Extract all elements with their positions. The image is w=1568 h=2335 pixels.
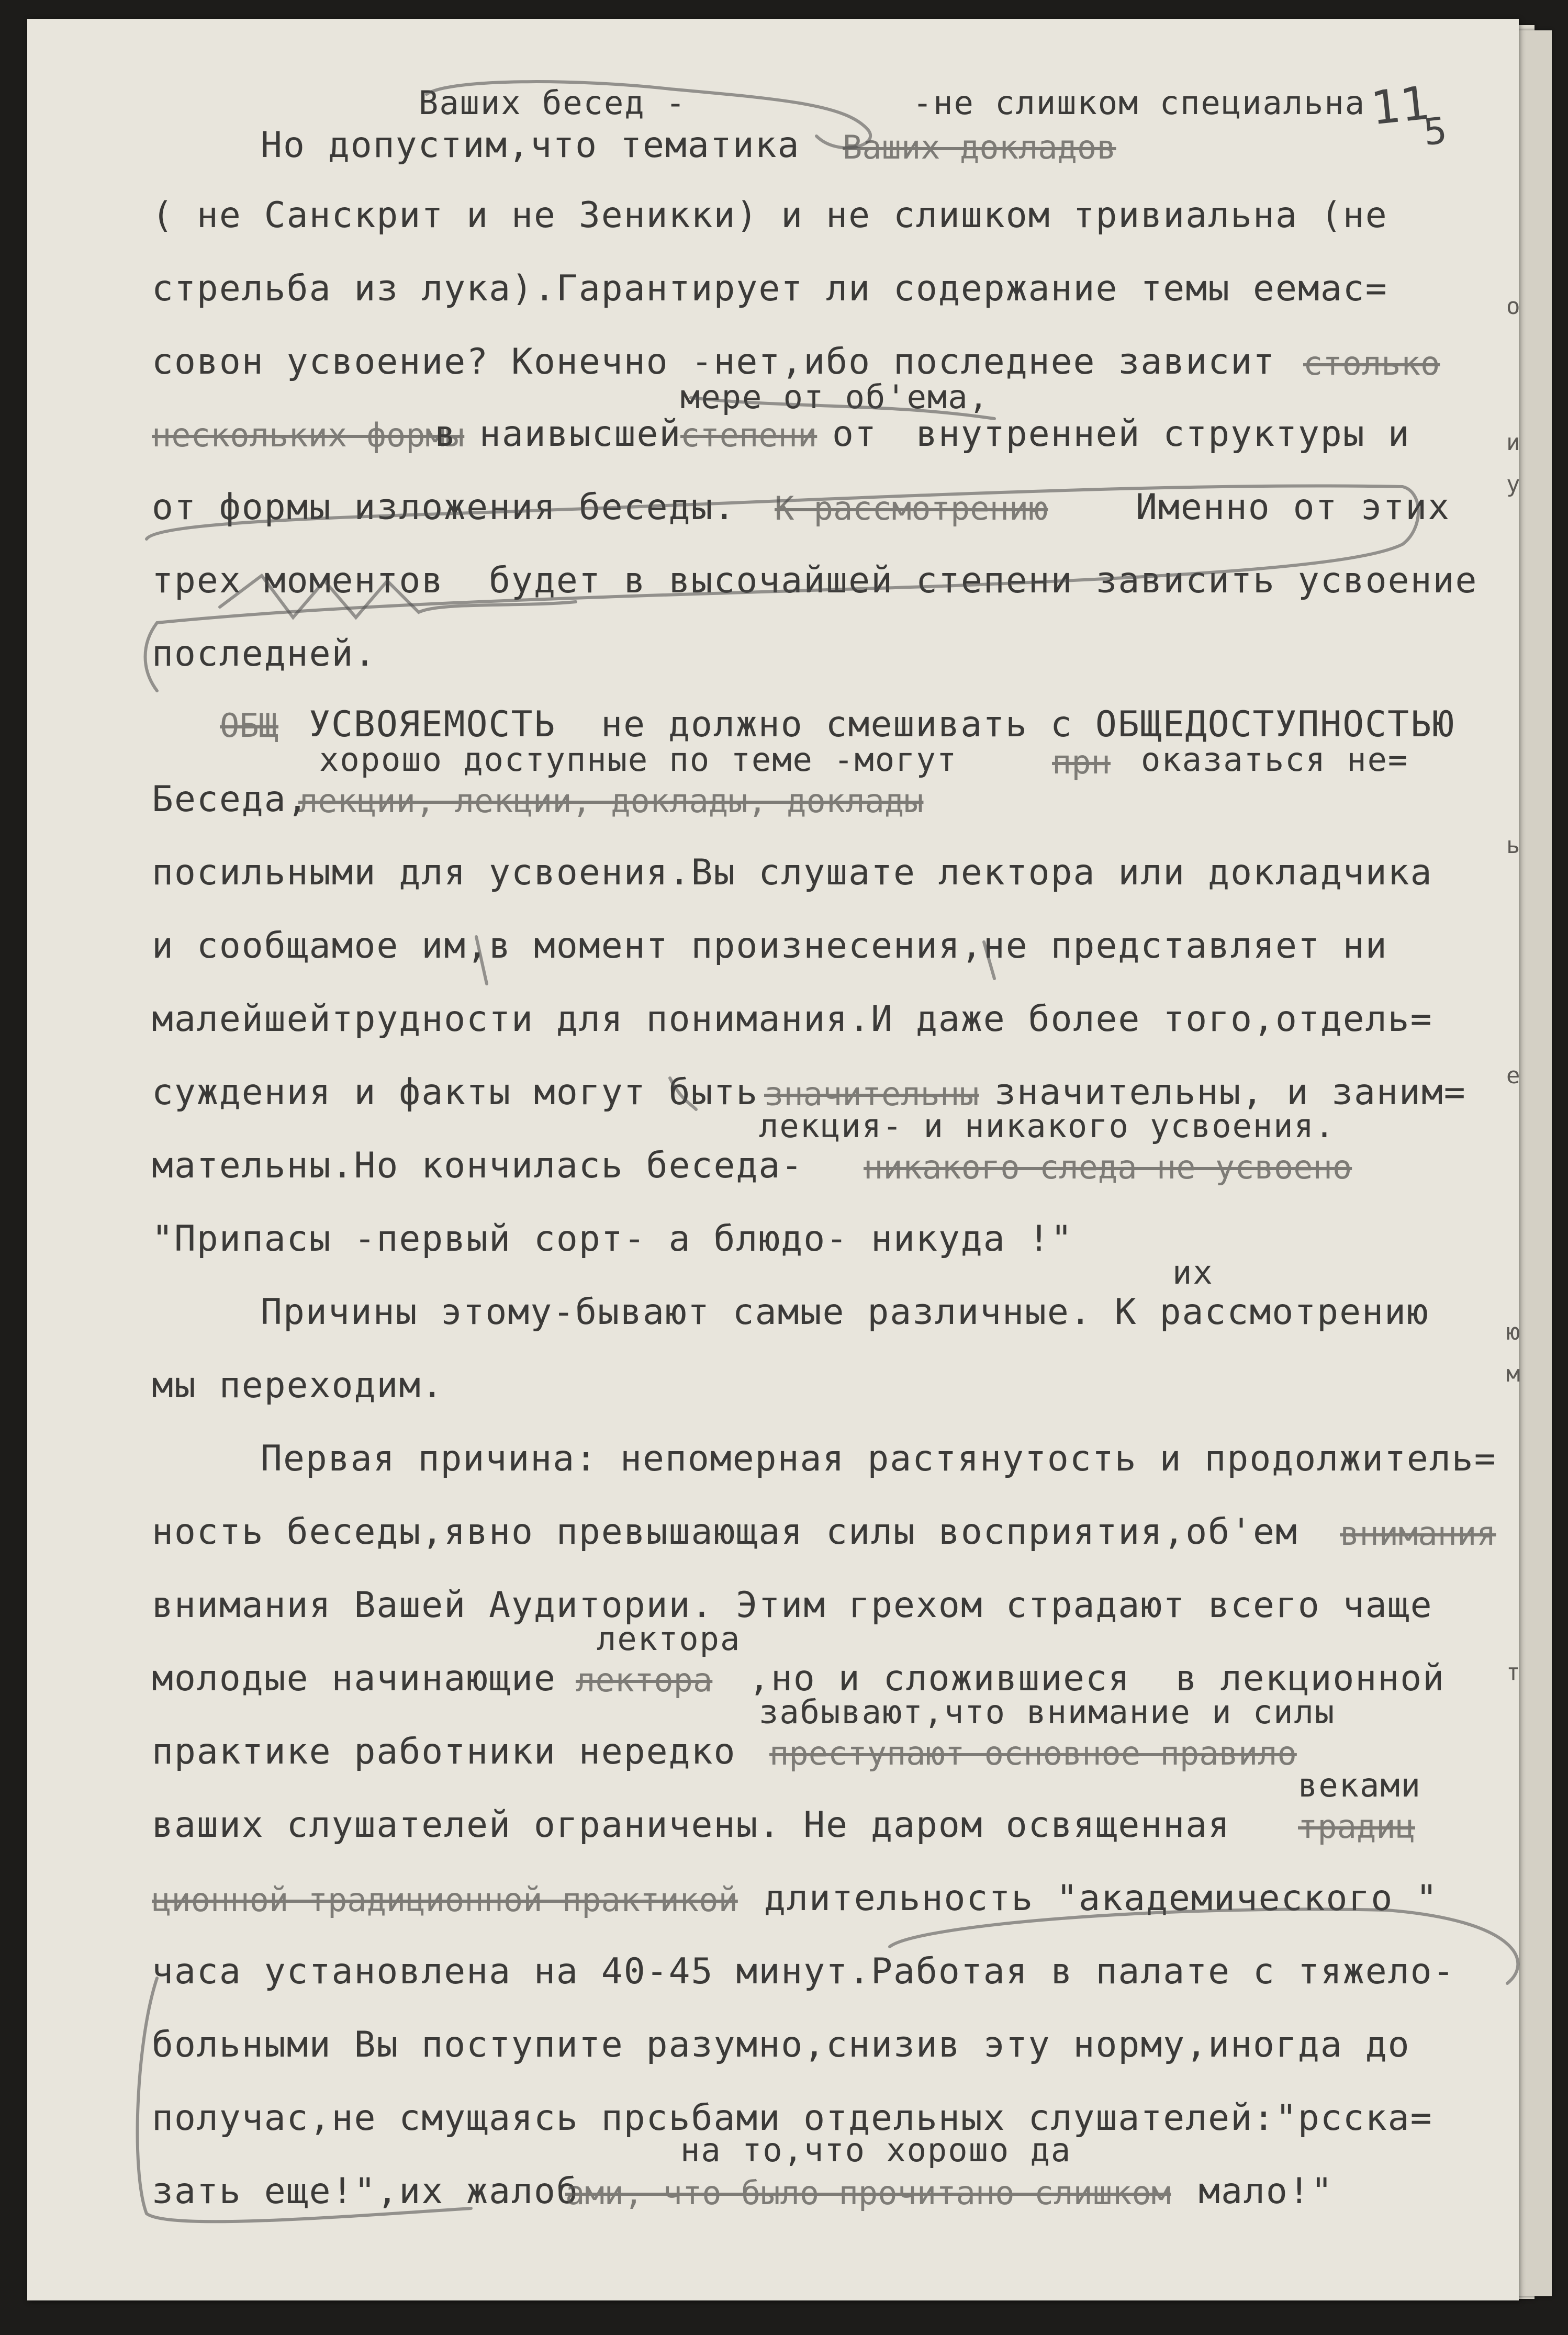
text-line: малейшейтрудности для понимания.И даже более того,отдель= [152,998,1433,1040]
insert-line: забывают,что внимание и силы [759,1693,1336,1731]
text-line: и сообщамое им,в момент произнесения,не представляет ни [152,925,1388,967]
text-line: практике работники нередко [152,1731,736,1772]
text-line: Первая причина: непомерная растянутость и продолжитель= [261,1438,1497,1479]
text-line: Причины этому-бывают самые различные. К рассмотрению [261,1292,1429,1333]
edge-letter: ь [1506,832,1520,859]
text-line: Именно от этих [1136,487,1451,528]
insert-line: Ваших бесед - -не слишком специальна [419,84,1366,122]
struck-text: ОБЩ [220,706,278,745]
edge-letter: у [1506,471,1520,498]
text-line: трех моментов будет в высочайшей степени зависить усвоение [152,560,1478,601]
text-line: последней. [152,633,377,675]
struck-text: значительны [764,1075,979,1113]
struck-text: прн [1052,743,1111,781]
text-line: мало!" [1199,2171,1334,2212]
text-line: от формы изложения беседы. [152,487,736,528]
edge-letter: е [1506,1062,1520,1089]
struck-text: внимания [1340,1514,1496,1553]
text-line: значительны, и заним= [994,1072,1466,1113]
text-line: внутренней структуры и [916,413,1410,455]
edge-letter: и [1506,429,1520,456]
struck-text: нескольких формы [152,416,465,454]
text-line: мы переходим. [152,1365,444,1406]
struck-text: никакого следа не усвоено [864,1148,1352,1186]
struck-text: лекции, лекции, доклады, доклады [298,782,924,820]
text-line: стрельба из лука).Гарантирует ли содержание темы еемас= [152,268,1388,309]
text-line: зать еще!",их жалоб [152,2171,579,2212]
text-line: ность беседы,явно превышающая силы восприятия,об'ем [152,1511,1298,1553]
text-line: Но допустим,что тематика [261,125,800,166]
text-line: длительность "академического " [764,1878,1439,1919]
text-line: в наивысшей [434,413,682,455]
text-line: посильными для усвоения.Вы слушате лектора или докладчика [152,852,1433,893]
text-line: ваших слушателей ограничены. Не даром освященная [152,1804,1231,1846]
edge-letter: ю [1506,1319,1520,1345]
insert-line: их [1172,1253,1214,1292]
text-line: УСВОЯЕМОСТЬ не должно смешивать с ОБЩЕДОСТУПНОСТЬЮ [309,704,1455,745]
text-line: внимания Вашей Аудитории. Этим грехом страдают всего чаще [152,1585,1433,1626]
page-number: 11 [1368,75,1433,136]
text-line: мательны.Но кончилась беседа- [152,1145,804,1186]
text-line: суждения и факты могут быть [152,1072,759,1113]
insert-line: лекция- и никакого усвоения. [759,1107,1336,1145]
struck-text: степени [680,416,817,454]
page-number-alt: 5 [1421,108,1449,154]
edge-letter: т [1506,1659,1520,1686]
text-line: часа установлена на 40-45 минут.Работая в палате с тяжело- [152,1951,1455,1992]
struck-text: преступают основное правило [769,1734,1297,1772]
text-line: "Припасы -первый сорт- а блюдо- никуда !" [152,1218,1073,1260]
text-line: получас,не смущаясь прсьбами отдельных слушателей:"рсска= [152,2097,1433,2139]
text-line: ( не Санскрит и не Зеникки) и не слишком тривиальна (не [152,195,1388,236]
edge-letter: о [1506,293,1520,320]
struck-text: традиц [1298,1808,1415,1846]
insert-line: лектора [597,1620,741,1658]
insert-line: мере от об'ема, [680,378,989,416]
insert-line: хорошо доступные по теме -могут [319,740,958,779]
text-line: молодые начинающие [152,1658,556,1699]
struck-text: лектора [576,1661,713,1699]
edge-letter: м [1506,1361,1520,1387]
text-line: больными Вы поступите разумно,снизив эту норму,иногда до [152,2024,1410,2065]
insert-line: на то,что хорошо да [680,2131,1072,2169]
struck-text: Ваших докладов [843,128,1116,166]
insert-line: веками [1298,1766,1421,1804]
struck-text: столько [1303,344,1440,383]
insert-line: оказаться не= [1141,740,1409,779]
text-line: от [832,413,877,455]
struck-text: К рассмотрению [775,489,1048,527]
text-line: ,но и сложившиеся в лекционной [748,1658,1446,1699]
text-line: Беседа, [152,779,309,820]
struck-text: ами, что было прочитано слишком [565,2174,1171,2212]
text-line: совон усвоение? Конечно -нет,ибо последнее зависит [152,341,1275,383]
struck-text: ционной традиционной практикой [152,1881,738,1919]
